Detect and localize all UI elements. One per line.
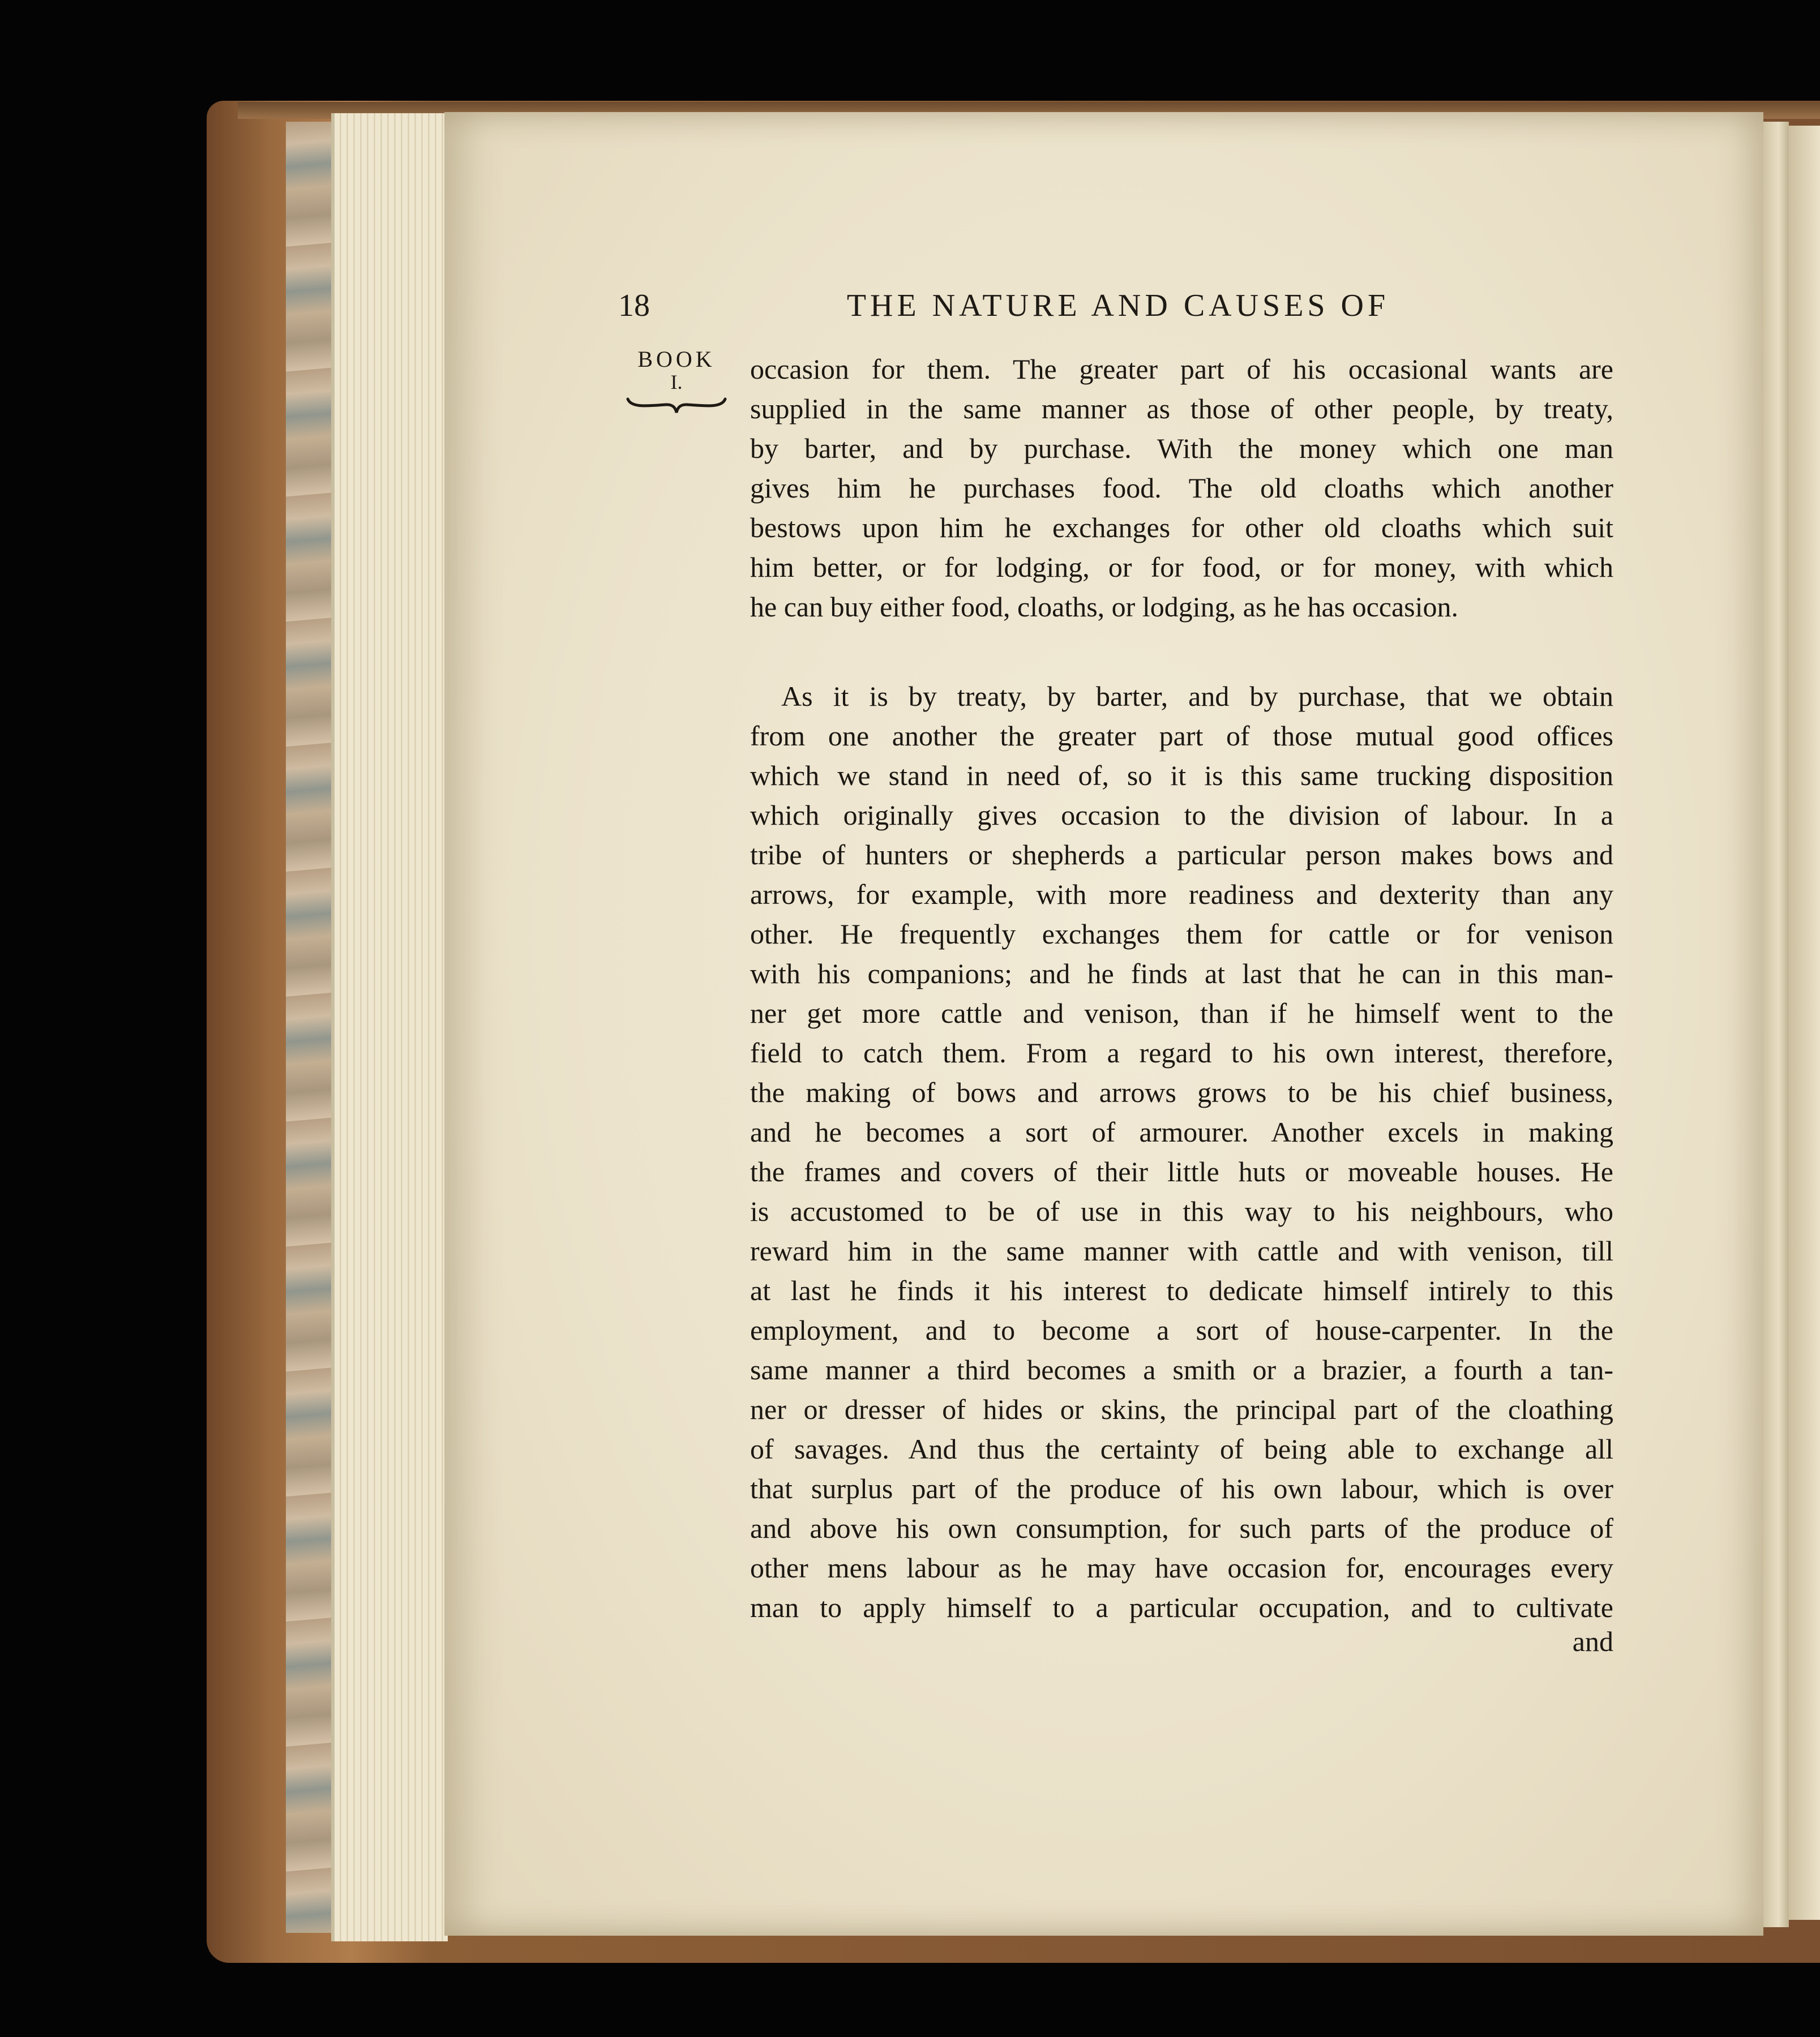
- catchword-block: [750, 1622, 1613, 1661]
- text-line: other mens labour as he may have occasion for, encourages every: [750, 1552, 1613, 1584]
- page-edges: [331, 113, 448, 1941]
- text-line: the frames and covers of their little huts or moveable houses. He: [750, 1156, 1613, 1187]
- gutter-curl: [1763, 122, 1789, 1927]
- margin-note-number: I.: [670, 371, 683, 393]
- text-line: reward him in the same manner with cattle and with venison, till: [750, 1235, 1613, 1267]
- text-line: he can buy either food, cloaths, or lodging, as he has occasion.: [750, 591, 1459, 623]
- text-line: from one another the greater part of those mutual good offices: [750, 720, 1613, 752]
- paragraph-1: [750, 349, 1613, 627]
- text-line: the making of bows and arrows grows to be his chief business,: [750, 1077, 1613, 1108]
- text-line: other. He frequently exchanges them for cattle or for venison: [750, 918, 1613, 950]
- text-line: occasion for them. The greater part of his occasional wants are: [750, 353, 1613, 385]
- text-line: him better, or for lodging, or for food, or for money, with which: [750, 551, 1613, 583]
- catchword: and: [1572, 1626, 1613, 1657]
- text-line: that surplus part of the produce of his own labour, which is over: [750, 1473, 1613, 1504]
- margin-note: [623, 348, 730, 415]
- text-line: bestows upon him he exchanges for other old cloaths which suit: [750, 512, 1613, 543]
- text-line: tribe of hunters or shepherds a particular person makes bows and: [750, 839, 1613, 870]
- text-line: and above his own consumption, for such parts of the produce of: [750, 1512, 1613, 1544]
- text-line: by barter, and by purchase. With the money which one man: [750, 432, 1613, 464]
- text-line: which originally gives occasion to the division of labour. In a: [750, 799, 1613, 831]
- text-line: employment, and to become a sort of house-carpenter. In the: [750, 1314, 1613, 1346]
- text-line: field to catch them. From a regard to his own interest, therefore,: [750, 1037, 1613, 1069]
- text-line: supplied in the same manner as those of other people, by treaty,: [750, 393, 1613, 424]
- text-line: As it is by treaty, by barter, and by purchase, that we obtain: [781, 680, 1613, 712]
- page-number: 18: [618, 288, 650, 323]
- text-line: gives him he purchases food. The old cloaths which another: [750, 472, 1613, 504]
- margin-note-word: BOOK: [637, 346, 716, 372]
- running-title: THE NATURE AND CAUSES OF: [846, 288, 1390, 323]
- text-line: ner get more cattle and venison, than if he himself went to the: [750, 997, 1613, 1029]
- marbled-endpaper: [286, 122, 331, 1933]
- text-line: arrows, for example, with more readiness and dexterity than any: [750, 878, 1613, 910]
- text-line: of savages. And thus the certainty of being able to exchange all: [750, 1433, 1613, 1465]
- text-line: with his companions; and he finds at last that he can in this man-: [750, 958, 1613, 989]
- text-line: man to apply himself to a particular occupation, and to cultivate: [750, 1592, 1613, 1623]
- text-line: is accustomed to be of use in this way to his neighbours, who: [750, 1195, 1613, 1227]
- curly-brace-icon: [626, 396, 727, 415]
- text-line: which we stand in need of, so it is this same trucking disposition: [750, 760, 1613, 791]
- text-line: at last he finds it his interest to dedicate himself intirely to this: [750, 1275, 1613, 1306]
- paragraph-2: [750, 676, 1613, 1627]
- text-line: ner or dresser of hides or skins, the principal part of the cloathing: [750, 1393, 1613, 1425]
- text-line: same manner a third becomes a smith or a brazier, a fourth a tan-: [750, 1354, 1613, 1386]
- text-line: and he becomes a sort of armourer. Another excels in making: [750, 1116, 1613, 1148]
- facing-page-edge: [1789, 126, 1820, 1920]
